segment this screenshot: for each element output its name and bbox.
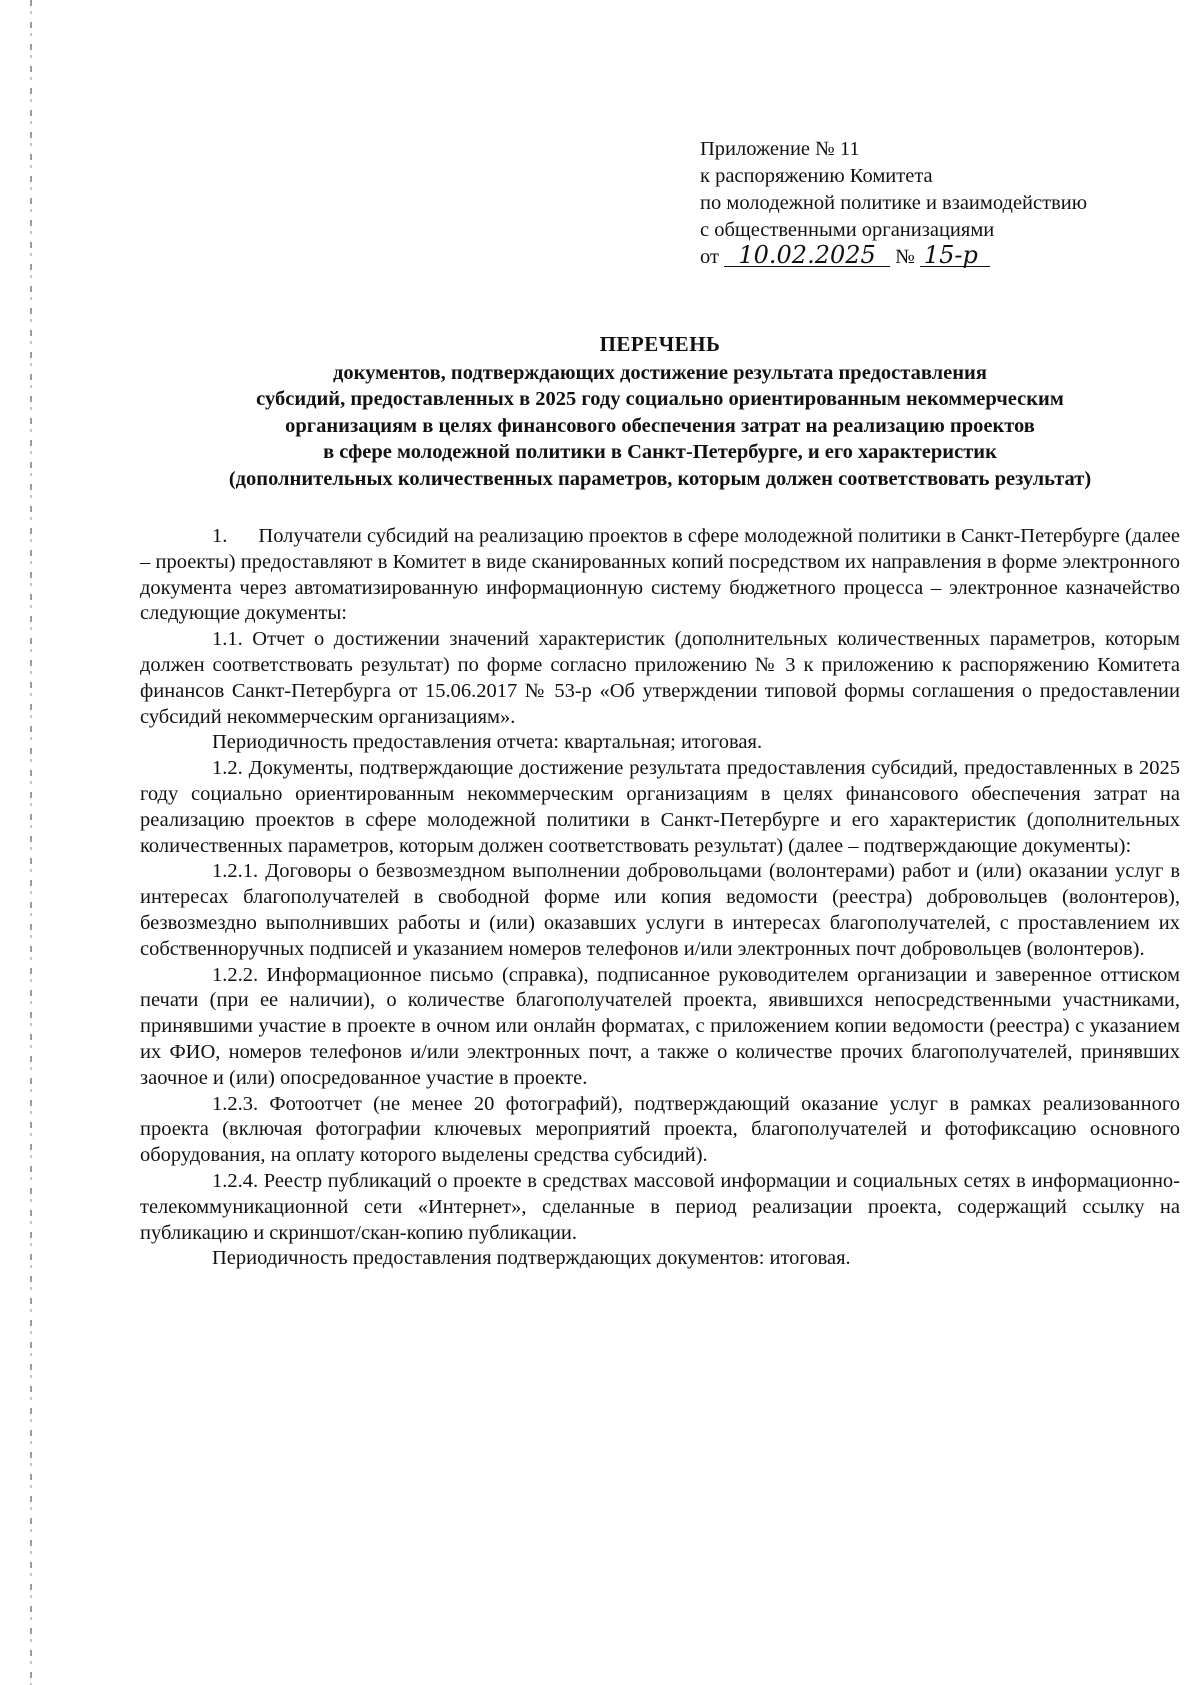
paragraph-1-2-3: 1.2.3. Фотоотчет (не менее 20 фотографий), подтверждающий оказание услуг в рамках реализованного проекта (включая фотографии ключевых мероприятий проекта, благополучателей и фотофиксацию основного оборудования, на оплату которого выделены средства субсидий).	[140, 1092, 1180, 1167]
paragraph-1-1: 1.1. Отчет о достижении значений характеристик (дополнительных количественных параметров, которым должен соответствовать результат) по форме согласно приложению № 3 к приложению к распоряжению Комитета финансов Санкт-Петербурга от 15.06.2017 № 53-р «Об утверждении типовой формы соглашения о предоставлении субсидий некоммерческим организациям».	[140, 628, 1180, 728]
handwritten-number: 15-р	[920, 244, 990, 267]
title-line-6: (дополнительных количественных параметров, которым должен соответствовать результат)	[228, 467, 1092, 490]
title-line-5: в сфере молодежной политики в Санкт-Петербурге, и его характеристик	[323, 441, 997, 463]
scan-edge-artifact	[30, 0, 32, 1685]
number-label: №	[895, 246, 915, 268]
appendix-committee-cont: с общественными организациями	[700, 219, 995, 241]
title-line-2: документов, подтверждающих достижение результата предоставления	[333, 361, 987, 384]
title-line-3: субсидий, предоставленных в 2025 году социально ориентированным некоммерческим	[256, 388, 1064, 410]
paragraph-periodicity-report: Периодичность предоставления отчета: квартальная; итоговая.	[212, 731, 763, 754]
paragraph-1-2-1: 1.2.1. Договоры о безвозмездном выполнении добровольцами (волонтерами) работ и (или) оказании услуг в интересах благополучателей в свободной форме или копия ведомости (реестра) добровольцев (волонтеров), безвозмездно выполнивших работы и (или) оказавших услуги в интересах благополучателей, с проставлением их собственноручных подписей и указанием номеров телефонов и/или электронных почт добровольцев (волонтеров).	[140, 860, 1180, 960]
appendix-committee: по молодежной политике и взаимодействию	[700, 192, 1088, 214]
paragraph-1-2: 1.2. Документы, подтверждающие достижение результата предоставления субсидий, предоставленных в 2025 году социально ориентированным некоммерческим организациям в целях финансового обеспечения затрат на реализацию проектов в сфере молодежной политики в Санкт-Петербурге и его характеристик (дополнительных количественных параметров, которым должен соответствовать результат) (далее – подтверждающие документы):	[140, 757, 1180, 857]
appendix-header	[700, 136, 1180, 271]
handwritten-date: 10.02.2025	[724, 244, 890, 267]
paragraph-1: 1. Получатели субсидий на реализацию проектов в сфере молодежной политики в Санкт-Петербурге (далее – проекты) предоставляют в Комитет в виде сканированных копий посредством их направления в форме электронного документа через автоматизированную информационную систему бюджетного процесса – электронное казначейство следующие документы:	[140, 525, 1180, 625]
paragraph-1-2-4: 1.2.4. Реестр публикаций о проекте в средствах массовой информации и социальных сетях в информационно-телекоммуникационной сети «Интернет», сделанные в период реализации проекта, содержащий ссылку на публикацию и скриншот/скан-копию публикации.	[140, 1169, 1180, 1244]
document-body	[140, 524, 1180, 1272]
paragraph-periodicity-docs: Периодичность предоставления подтверждающих документов: итоговая.	[212, 1247, 851, 1270]
title-heading: ПЕРЕЧЕНЬ	[599, 332, 721, 356]
appendix-order-ref: к распоряжению Комитета	[700, 165, 933, 187]
from-label: от	[700, 246, 719, 268]
appendix-number: Приложение № 11	[700, 138, 860, 160]
document-title	[140, 331, 1180, 492]
paragraph-1-2-2: 1.2.2. Информационное письмо (справка), подписанное руководителем организации и заверенное оттиском печати (при ее наличии), о количестве благополучателей проекта, явившихся непосредственными участниками, принявшими участие в проекте в очном или онлайн форматах, с приложением копии ведомости (реестра) с указанием их ФИО, номеров телефонов и/или электронных почт, а также о количестве прочих благополучателей, принявших заочное и (или) опосредованное участие в проекте.	[140, 963, 1180, 1089]
appendix-date-line	[700, 241, 1180, 271]
title-line-4: организациям в целях финансового обеспечения затрат на реализацию проектов	[285, 414, 1035, 437]
